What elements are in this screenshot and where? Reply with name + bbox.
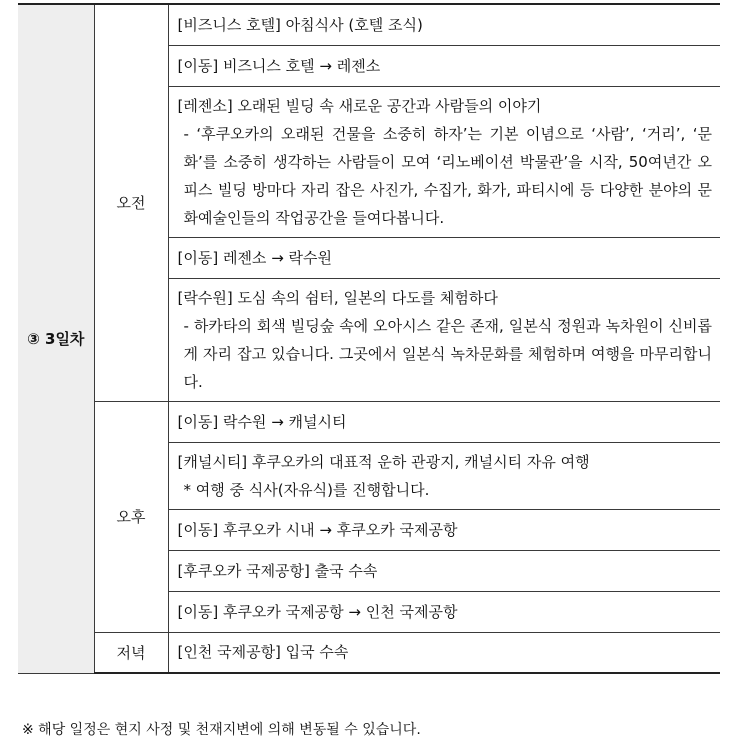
- schedule-item-title: [이동] 후쿠오카 국제공항 → 인천 국제공항: [177, 602, 458, 621]
- itinerary-table: [18, 3, 720, 674]
- footer-note: ※ 해당 일정은 현지 사정 및 천재지변에 의해 변동될 수 있습니다.: [22, 722, 421, 738]
- schedule-item-title: [락수원] 도심 속의 쉼터, 일본의 다도를 체험하다: [177, 288, 498, 307]
- schedule-item-title: [캐널시티] 후쿠오카의 대표적 운하 관광지, 캐널시티 자유 여행: [177, 452, 590, 471]
- schedule-item-title: [후쿠오카 국제공항] 출국 수속: [177, 561, 378, 580]
- schedule-item: [168, 4, 720, 45]
- schedule-item-title: [이동] 락수원 → 캐널시티: [177, 412, 347, 431]
- period-afternoon: 오후: [94, 401, 168, 632]
- period-evening: 저녁: [94, 632, 168, 673]
- schedule-item: [168, 591, 720, 632]
- itinerary-sheet: [18, 3, 720, 674]
- schedule-item: [168, 45, 720, 86]
- table-row: [18, 4, 720, 45]
- day-label: ③ 3일차: [18, 4, 94, 673]
- schedule-item-note: * 여행 중 식사(자유식)를 진행합니다.: [183, 480, 430, 499]
- table-row: [18, 401, 720, 442]
- schedule-item: [168, 237, 720, 278]
- period-morning: 오전: [94, 4, 168, 401]
- schedule-item-title: [비즈니스 호텔] 아침식사 (호텔 조식): [177, 15, 423, 34]
- schedule-item: [168, 550, 720, 591]
- schedule-item: [168, 86, 720, 237]
- table-row: [18, 632, 720, 673]
- schedule-item-title: [레젠소] 오래된 빌딩 속 새로운 공간과 사람들의 이야기: [177, 96, 542, 115]
- schedule-item-title: [이동] 비즈니스 호텔 → 레젠소: [177, 56, 381, 75]
- schedule-item: [168, 632, 720, 673]
- schedule-item-description: - 하카타의 회색 빌딩숲 속에 오아시스 같은 존재, 일본식 정원과 녹차원이 신비롭게 자리 잡고 있습니다. 그곳에서 일본식 녹차문화를 체험하며 여행을 마무리합니다.: [183, 316, 712, 391]
- schedule-item: [168, 509, 720, 550]
- schedule-item-description: - ‘후쿠오카의 오래된 건물을 소중히 하자’는 기본 이념으로 ‘사람’, ‘거리’, ‘문화’를 소중히 생각하는 사람들이 모여 ‘리노베이션 박물관’을 시작, 50여년간 오피스 빌딩 방마다 자리 잡은 사진가, 수집가, 화가, 파티시에 등 다양한 분야의 문화예술인들의 작업공간을 들여다봅니다.: [183, 124, 712, 227]
- schedule-item: [168, 442, 720, 509]
- schedule-item: [168, 278, 720, 401]
- schedule-item-title: [이동] 후쿠오카 시내 → 후쿠오카 국제공항: [177, 520, 458, 539]
- schedule-item: [168, 401, 720, 442]
- schedule-item-title: [인천 국제공항] 입국 수속: [177, 643, 349, 662]
- schedule-item-title: [이동] 레젠소 → 락수원: [177, 248, 332, 267]
